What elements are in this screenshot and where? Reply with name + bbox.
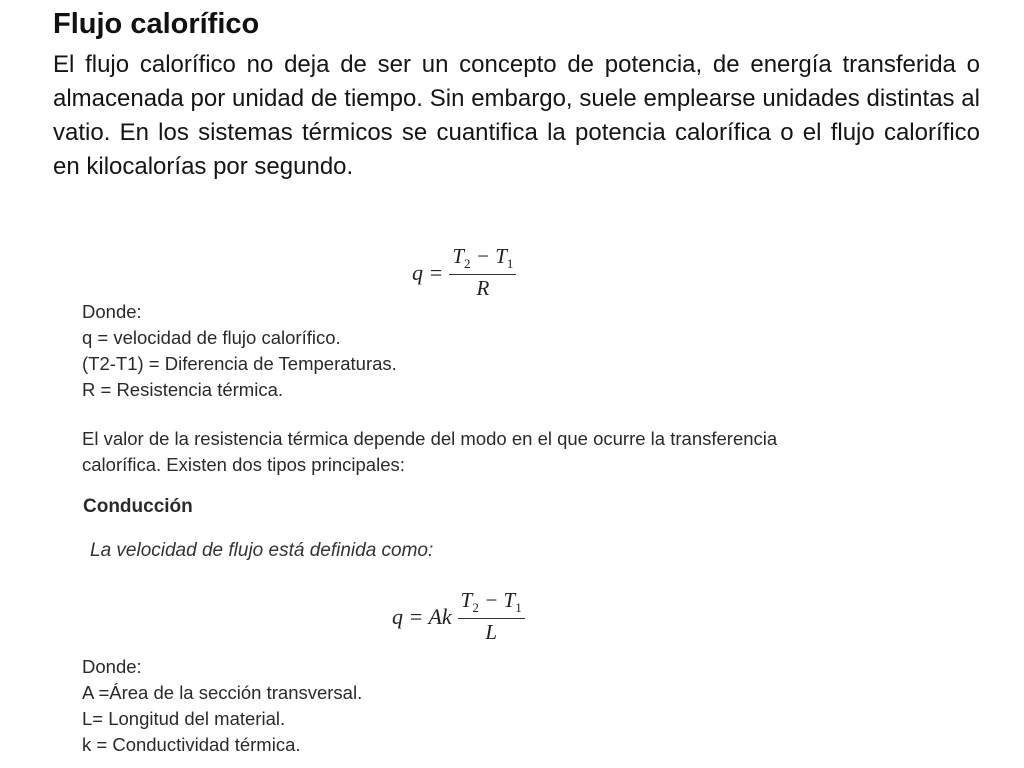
section-intro: La velocidad de flujo está definida como: [90, 540, 434, 561]
formula-denominator: L [485, 620, 498, 645]
formula-fraction [458, 588, 525, 645]
where-item: R = Resistencia térmica. [82, 379, 283, 400]
numerator-t2: T [452, 244, 465, 268]
where-item: L= Longitud del material. [82, 708, 286, 729]
where-heading: Donde: [82, 301, 142, 322]
formula-numerator [449, 244, 516, 275]
where-item: (T2-T1) = Diferencia de Temperaturas. [82, 353, 397, 374]
where-block-1 [82, 299, 397, 403]
intro-paragraph: El flujo calorífico no deja de ser un concepto de potencia, de energía transferida o almacenada por unidad de tiempo. Sin embargo, suele emplearse unidades distintas al vatio. En los sistemas térmicos se cuantifica la potencia calorífica o el flujo calorífico en kilocalorías por segundo. [53, 51, 980, 180]
formula-fraction [449, 244, 516, 301]
numerator-t1-subscript: 1 [515, 600, 522, 616]
resistance-paragraph [82, 426, 982, 478]
formula-denominator: R [476, 276, 490, 301]
where-heading: Donde: [82, 656, 142, 677]
formula-lhs: q = Ak [392, 603, 452, 629]
numerator-t1: T [503, 588, 516, 612]
where-item: k = Conductividad térmica. [82, 734, 301, 755]
numerator-t2-subscript: 2 [464, 256, 471, 272]
paragraph-line: calorífica. Existen dos tipos principales: [82, 454, 405, 475]
numerator-t1-subscript: 1 [506, 256, 514, 272]
numerator-t2: T [460, 588, 473, 612]
formula-numerator [458, 588, 525, 619]
numerator-minus: − [478, 588, 504, 612]
page-title: Flujo calorífico [53, 8, 260, 40]
numerator-t2-subscript: 2 [472, 600, 479, 616]
section-heading: Conducción [83, 496, 193, 517]
where-item: q = velocidad de flujo calorífico. [82, 327, 341, 348]
where-item: A =Área de la sección transversal. [82, 682, 363, 703]
heat-flow-formula [412, 244, 516, 301]
numerator-t1: T [495, 244, 507, 268]
numerator-minus: − [470, 244, 496, 268]
conduction-formula [392, 588, 525, 645]
formula-lhs: q = [412, 259, 444, 285]
paragraph-line: El valor de la resistencia térmica depende del modo en el que ocurre la transferencia [82, 428, 778, 449]
where-block-2 [82, 654, 362, 758]
